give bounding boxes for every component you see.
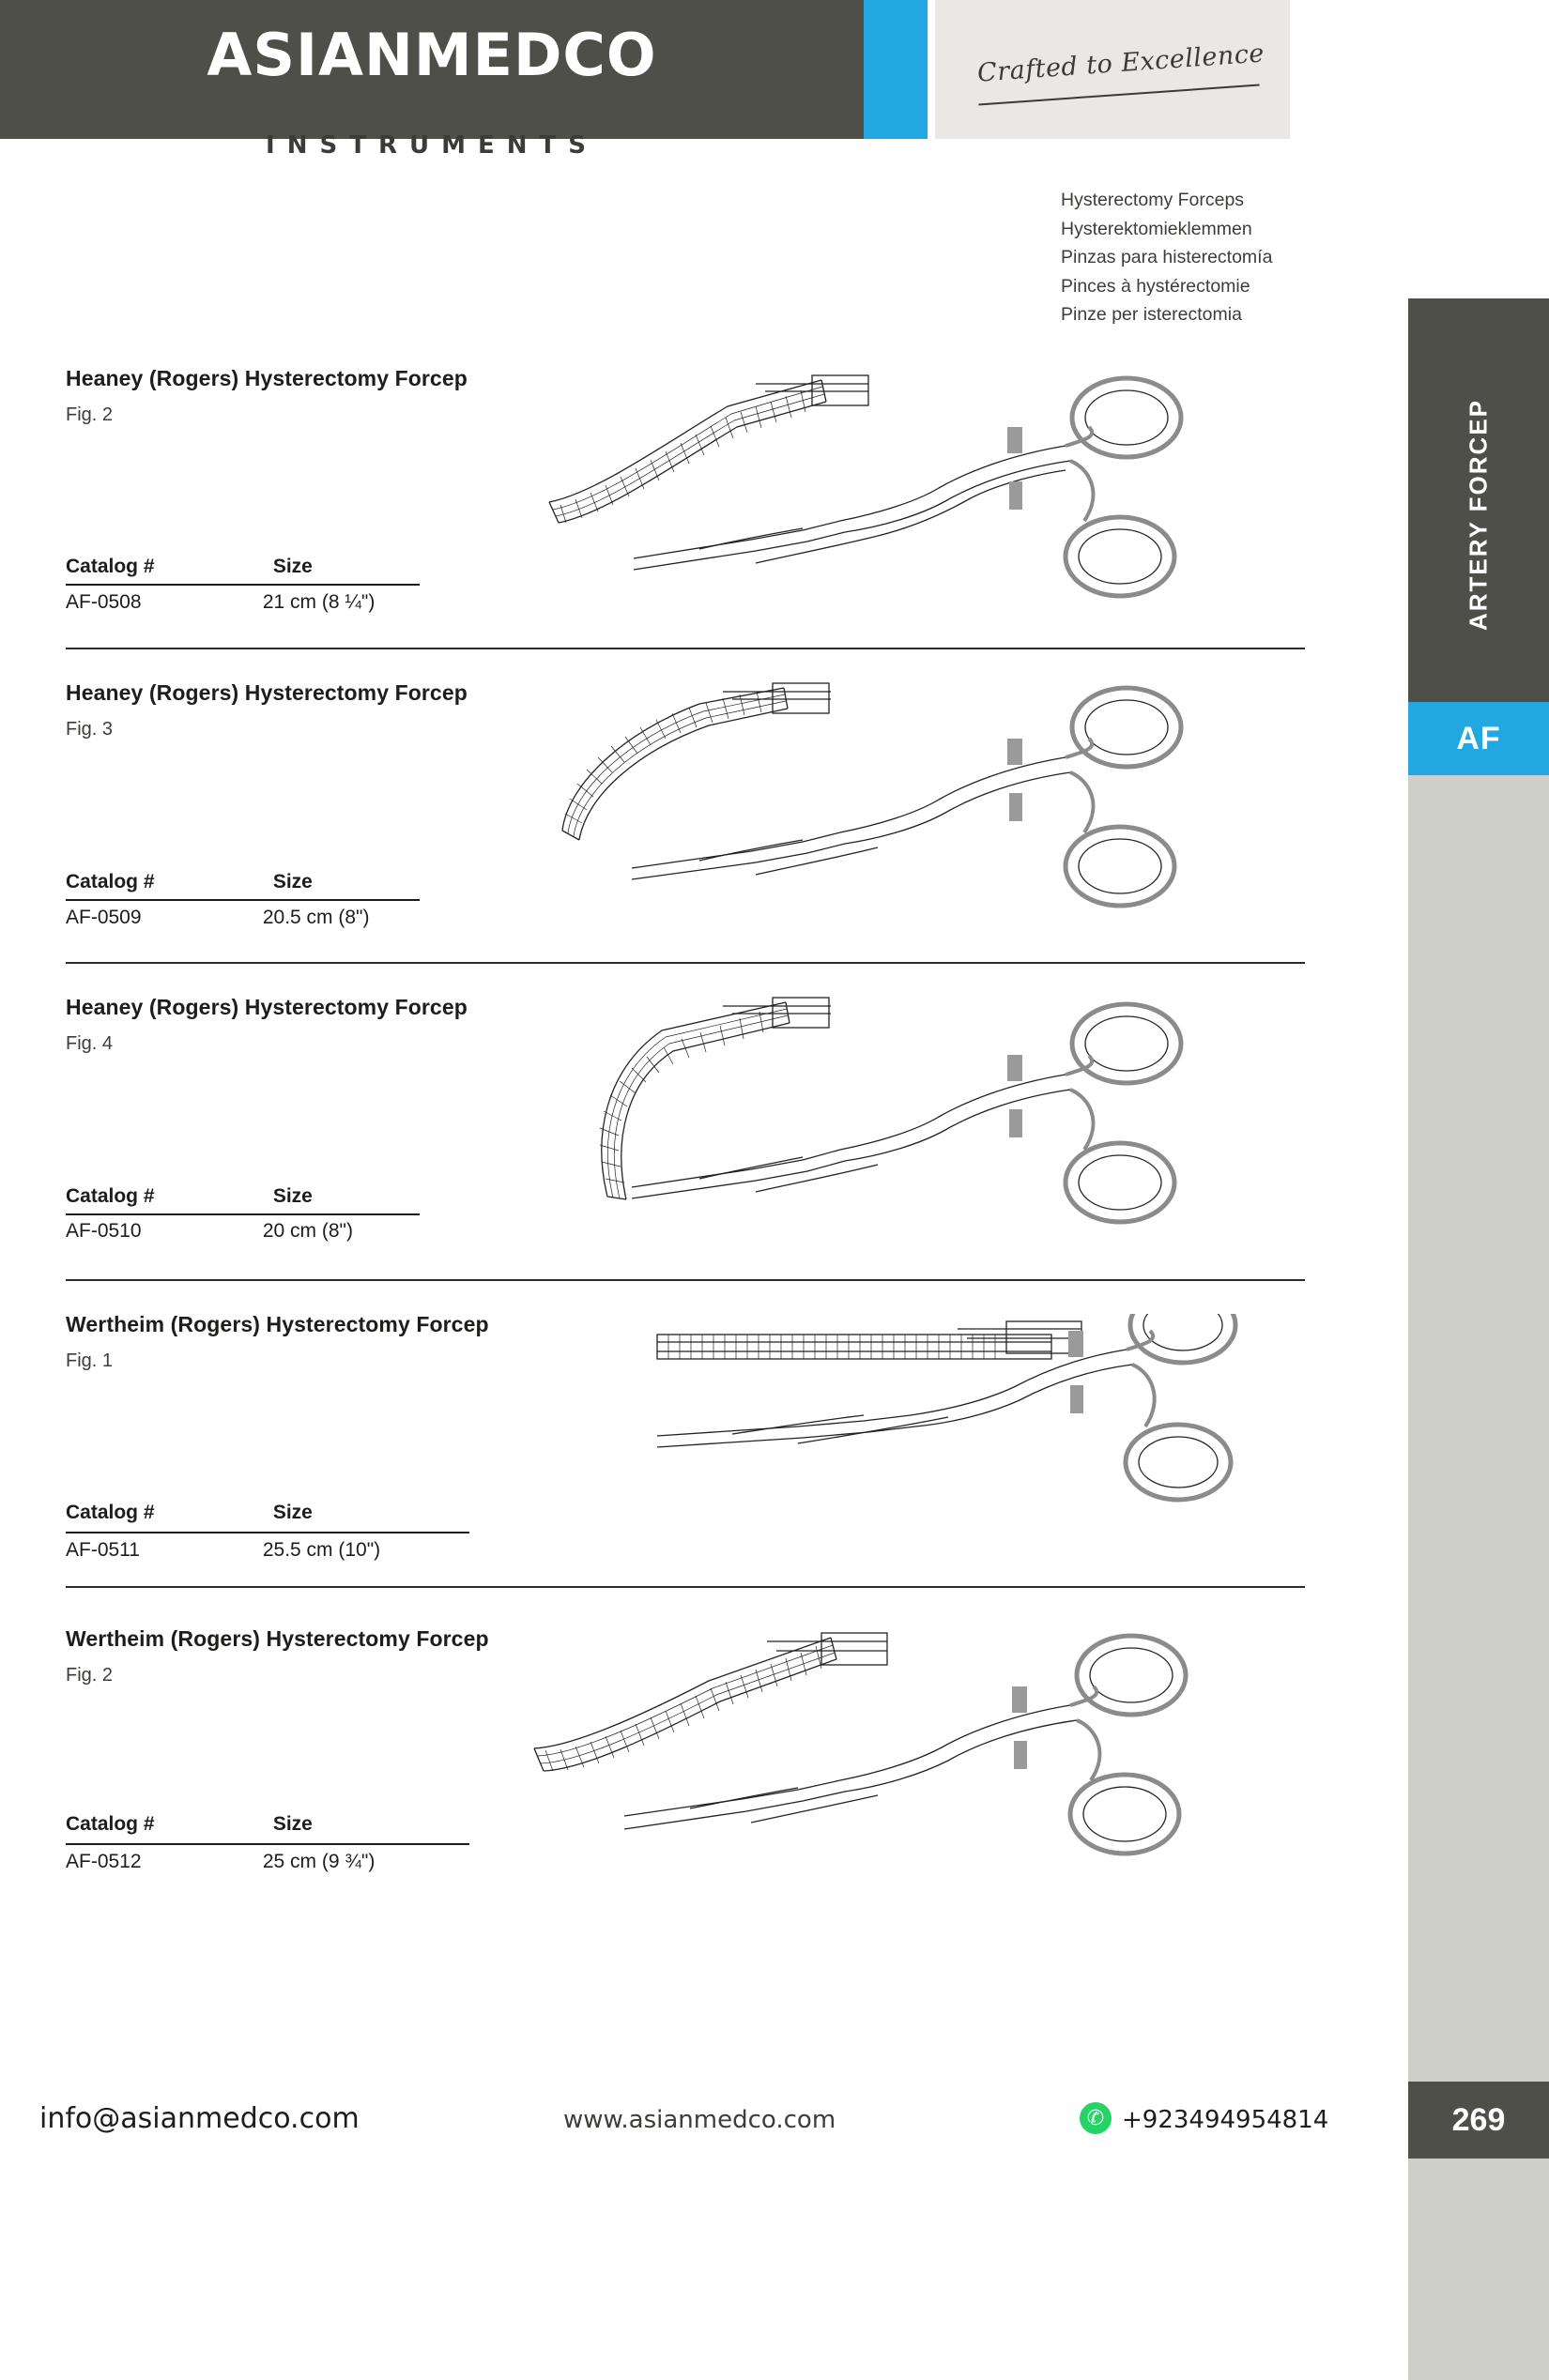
table-rule bbox=[66, 1843, 469, 1845]
product-figure: Fig. 2 bbox=[66, 404, 114, 425]
product-figure: Fig. 3 bbox=[66, 719, 114, 740]
side-category-tab bbox=[1408, 298, 1549, 2159]
table-rule bbox=[66, 899, 420, 901]
table-row bbox=[66, 907, 422, 929]
page-number: 269 bbox=[1408, 2082, 1549, 2159]
product-title: Wertheim (Rogers) Hysterectomy Forcep bbox=[66, 1626, 489, 1651]
table-row bbox=[66, 1851, 422, 1873]
footer-phone[interactable]: +923494954814 bbox=[1122, 2106, 1329, 2134]
table-row bbox=[66, 591, 422, 614]
col-header-catalog: Catalog # bbox=[66, 871, 155, 892]
table-header-row bbox=[66, 1502, 422, 1524]
side-tab-dark bbox=[1408, 298, 1549, 702]
lang-de: Hysterektomieklemmen bbox=[1061, 218, 1252, 239]
brand-subtitle: INSTRUMENTS bbox=[266, 131, 598, 160]
section-divider bbox=[66, 962, 1305, 964]
col-header-catalog: Catalog # bbox=[66, 1185, 155, 1207]
product-entry bbox=[66, 366, 1305, 426]
cell-catalog: AF-0509 bbox=[66, 907, 142, 928]
product-entry bbox=[66, 1312, 1305, 1372]
section-divider bbox=[66, 648, 1305, 649]
page-footer bbox=[0, 2082, 1549, 2159]
header-blue-bar bbox=[864, 0, 928, 139]
tagline-script: Crafted to Excellence bbox=[976, 38, 1265, 88]
product-title: Heaney (Rogers) Hysterectomy Forcep bbox=[66, 680, 468, 705]
product-title: Heaney (Rogers) Hysterectomy Forcep bbox=[66, 995, 468, 1019]
cell-size: 25 cm (9 ¾") bbox=[262, 1851, 376, 1872]
section-divider bbox=[66, 1279, 1305, 1281]
cell-catalog: AF-0508 bbox=[66, 591, 142, 613]
table-header-row bbox=[66, 1185, 422, 1208]
table-rule bbox=[66, 584, 420, 586]
lang-es: Pinzas para histerectomía bbox=[1061, 247, 1273, 267]
col-header-size: Size bbox=[272, 1813, 313, 1835]
lang-it: Pinze per isterectomia bbox=[1061, 304, 1242, 325]
cell-catalog: AF-0510 bbox=[66, 1220, 142, 1242]
col-header-size: Size bbox=[272, 556, 313, 577]
lang-en: Hysterectomy Forceps bbox=[1061, 190, 1245, 210]
product-figure: Fig. 2 bbox=[66, 1665, 114, 1686]
table-row bbox=[66, 1220, 422, 1243]
product-entry bbox=[66, 1626, 1305, 1686]
product-figure: Fig. 4 bbox=[66, 1033, 114, 1054]
product-entry bbox=[66, 680, 1305, 740]
cell-size: 21 cm (8 ¼") bbox=[262, 591, 376, 613]
header-gap bbox=[928, 0, 935, 139]
col-header-size: Size bbox=[272, 1502, 313, 1523]
col-header-size: Size bbox=[272, 871, 313, 892]
table-header-row bbox=[66, 1813, 422, 1836]
product-entry bbox=[66, 995, 1305, 1055]
whatsapp-icon: ✆ bbox=[1080, 2102, 1112, 2134]
cell-size: 25.5 cm (10") bbox=[262, 1539, 381, 1561]
side-tab-category-label: ARTERY FORCEP bbox=[1464, 398, 1493, 632]
language-list bbox=[1061, 186, 1361, 329]
cell-size: 20 cm (8") bbox=[262, 1220, 353, 1242]
col-header-size: Size bbox=[272, 1185, 313, 1207]
lang-fr: Pinces à hystérectomie bbox=[1061, 275, 1250, 297]
cell-catalog: AF-0512 bbox=[66, 1851, 142, 1872]
footer-email[interactable]: info@asianmedco.com bbox=[39, 2102, 360, 2135]
table-header-row bbox=[66, 556, 422, 578]
brand-title: ASIANMEDCO bbox=[207, 21, 657, 89]
table-header-row bbox=[66, 871, 422, 893]
col-header-catalog: Catalog # bbox=[66, 1502, 155, 1523]
product-figure: Fig. 1 bbox=[66, 1350, 114, 1371]
side-tab-code-label: AF bbox=[1456, 721, 1501, 756]
col-header-catalog: Catalog # bbox=[66, 1813, 155, 1835]
footer-website[interactable]: www.asianmedco.com bbox=[563, 2106, 836, 2134]
side-tab-code bbox=[1408, 702, 1549, 775]
col-header-catalog: Catalog # bbox=[66, 556, 155, 577]
table-rule bbox=[66, 1213, 420, 1215]
cell-size: 20.5 cm (8") bbox=[262, 907, 370, 928]
table-rule bbox=[66, 1532, 469, 1533]
page-header bbox=[0, 0, 1549, 160]
cell-catalog: AF-0511 bbox=[66, 1539, 140, 1561]
product-title: Wertheim (Rogers) Hysterectomy Forcep bbox=[66, 1312, 489, 1336]
product-title: Heaney (Rogers) Hysterectomy Forcep bbox=[66, 366, 468, 390]
table-row bbox=[66, 1539, 422, 1562]
section-divider bbox=[66, 1586, 1305, 1588]
